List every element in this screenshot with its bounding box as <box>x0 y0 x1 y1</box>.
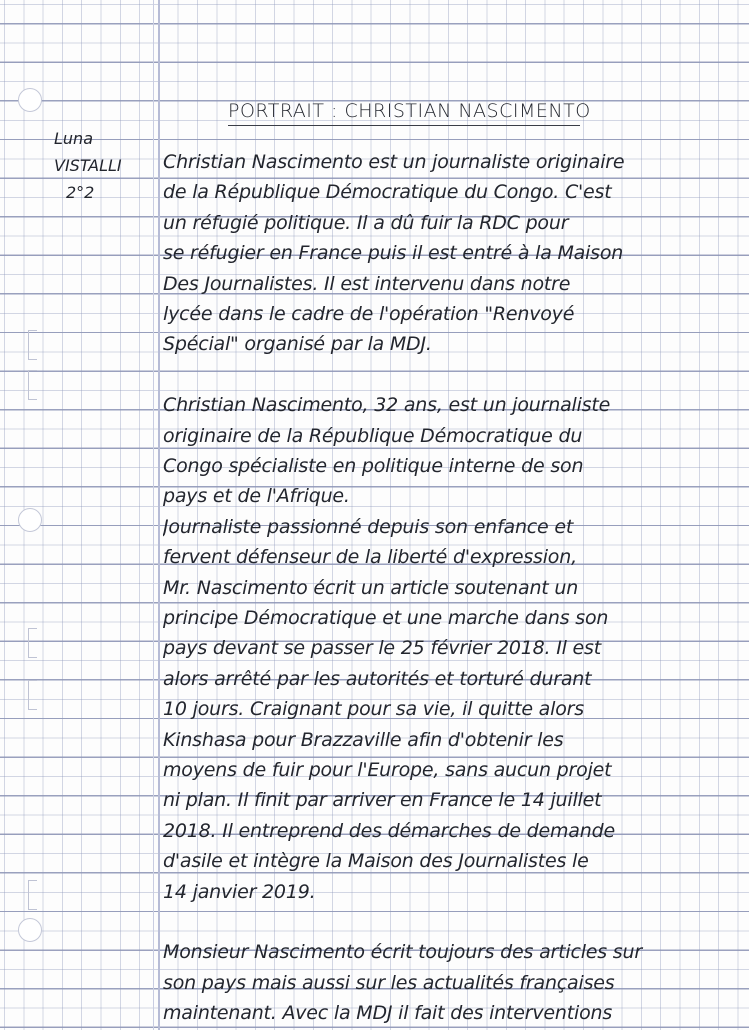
text-line <box>163 908 738 936</box>
punch-hole <box>18 88 42 112</box>
text-line: Monsieur Nascimento écrit toujours des articles sur <box>163 941 642 964</box>
text-line: Congo spécialiste en politique interne de son <box>163 455 584 477</box>
text-line: 2018. Il entreprend des démarches de demande <box>163 819 615 842</box>
text-line: pays et de l'Afrique. <box>163 485 350 508</box>
text-line: Christian Nascimento, 32 ans, est un journaliste <box>163 394 611 417</box>
text-line: moyens de fuir pour l'Europe, sans aucun projet <box>163 759 612 781</box>
text-line: Des Journalistes. Il est intervenu dans notre <box>163 272 571 295</box>
page-title: PORTRAIT : CHRISTIAN NASCIMENTO <box>228 100 591 122</box>
text-line: originaire de la République Démocratique du <box>163 424 583 447</box>
text-line: principe Démocratique et une marche dans son <box>163 607 609 629</box>
punch-hole <box>18 918 42 942</box>
ring-mark <box>28 330 37 360</box>
text-line: ni plan. Il finit par arriver en France le 14 juillet <box>163 789 602 812</box>
text-line: maintenant. Avec la MDJ il fait des interventions <box>163 1002 613 1025</box>
text-line <box>163 361 738 389</box>
author-last-name: VISTALLI <box>54 156 122 175</box>
author-first-name: Luna <box>54 129 93 148</box>
text-line: alors arrêté par les autorités et torturé durant <box>163 667 592 690</box>
author-block <box>54 125 122 206</box>
text-line: fervent défenseur de la liberté d'expression, <box>163 546 577 569</box>
ring-mark <box>28 680 37 710</box>
ring-mark <box>28 370 37 400</box>
text-line: un réfugié politique. Il a dû fuir la RDC pour <box>163 211 569 234</box>
margin-line <box>153 0 154 1030</box>
text-line: Spécial" organisé par la MDJ. <box>163 333 432 356</box>
author-class: 2°2 <box>66 183 95 202</box>
text-line: se réfugier en France puis il est entré à la Maison <box>163 242 624 265</box>
title-underline <box>228 125 580 126</box>
text-line: lycée dans le cadre de l'opération "Renvoyé <box>163 303 575 325</box>
ring-mark <box>28 628 37 658</box>
text-line: pays devant se passer le 25 février 2018. Il est <box>163 637 601 660</box>
punch-hole <box>18 508 42 532</box>
text-line: Journaliste passionné depuis son enfance et <box>163 515 574 538</box>
ring-mark <box>28 880 37 910</box>
text-line: d'asile et intègre la Maison des Journalistes le <box>163 850 589 873</box>
text-line: Christian Nascimento est un journaliste originaire <box>163 151 625 173</box>
text-line: Kinshasa pour Brazzaville afin d'obtenir les <box>163 728 564 751</box>
text-line: son pays mais aussi sur les actualités françaises <box>163 971 615 994</box>
text-line: de la République Démocratique du Congo. C'est <box>163 181 612 204</box>
margin-line <box>158 0 160 1030</box>
text-line: 10 jours. Craignant pour sa vie, il quitte alors <box>163 698 584 721</box>
text-line: Mr. Nascimento écrit un article soutenant un <box>163 576 579 599</box>
text-line: 14 janvier 2019. <box>163 880 316 903</box>
